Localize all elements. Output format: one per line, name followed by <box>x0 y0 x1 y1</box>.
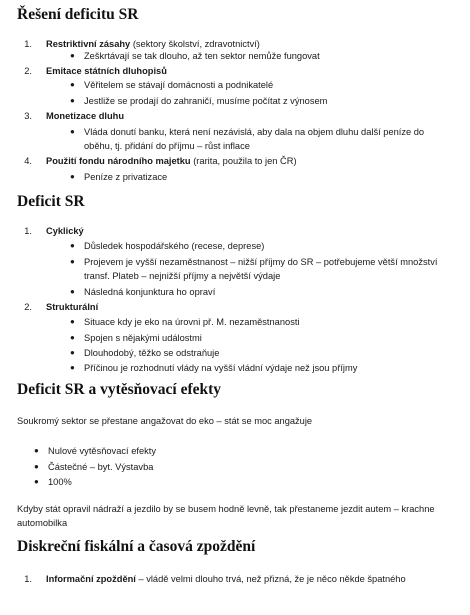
list-number: 1. <box>24 39 32 49</box>
list-number: 1. <box>24 226 32 236</box>
list-item: Restriktivní zásahy (sektory školství, zdravotnictví) <box>46 39 260 49</box>
list-item: Použití fondu národního majetku (rarita, použila to jen ČR) <box>46 156 297 166</box>
bullet-icon: ● <box>70 333 75 342</box>
sub-item: Následná konjunktura ho opraví <box>84 287 216 297</box>
bullet-icon: ● <box>70 127 75 136</box>
paragraph-intro: Soukromý sektor se přestane angažovat do eko – stát se moc angažuje <box>17 416 313 426</box>
bullet-item: Částečné – byt. Výstavba <box>48 462 154 472</box>
paragraph-example: Kdyby stát opravil nádraží a jezdilo by se busem hodně levně, tak přestaneme jezdit autem – krachne <box>17 504 435 514</box>
list-item: Emitace státních dluhopisů <box>46 66 167 76</box>
bullet-icon: ● <box>70 257 75 266</box>
bullet-icon: ● <box>34 477 39 486</box>
list-item: Monetizace dluhu <box>46 111 124 121</box>
sub-item: Důsledek hospodářského (recese, deprese) <box>84 241 265 251</box>
list-number: 3. <box>24 111 32 121</box>
list-number: 4. <box>24 156 32 166</box>
sub-item: Jestliže se prodají do zahraničí, musíme počítat z výnosem <box>84 96 328 106</box>
bullet-icon: ● <box>34 462 39 471</box>
bullet-item: 100% <box>48 477 72 487</box>
sub-item-continuation: oběhu, tj. přidání do příjmu – růst inflace <box>84 141 250 151</box>
paragraph-example-continuation: automobilka <box>17 518 68 528</box>
sub-item: Věřitelem se stávají domácnosti a podnikatelé <box>84 80 274 90</box>
bullet-item: Nulové vytěsňovací efekty <box>48 446 156 456</box>
sub-item: Příčinou je rozhodnutí vlády na vyšší vládní výdaje než jsou příjmy <box>84 363 358 373</box>
list-item: Informační zpoždění – vládě velmi dlouho trvá, než přizná, že je něco někde špatného <box>46 574 406 584</box>
sub-item: Spojen s nějakými událostmi <box>84 333 202 343</box>
bullet-icon: ● <box>70 241 75 250</box>
sub-item: Zeškrtávají se tak dlouho, až ten sektor nemůže fungovat <box>84 51 320 61</box>
heading-vytesnovaci-efekty: Deficit SR a vytěsňovací efekty <box>17 381 222 398</box>
sub-item: Dlouhodobý, těžko se odstraňuje <box>84 348 220 358</box>
list-item: Cyklický <box>46 226 84 236</box>
sub-item: Vláda donutí banku, která není nezávislá, aby dala na objem dluhu další peníze do <box>84 127 425 137</box>
bullet-icon: ● <box>70 317 75 326</box>
bullet-icon: ● <box>70 96 75 105</box>
bullet-icon: ● <box>70 363 75 372</box>
bullet-icon: ● <box>70 287 75 296</box>
bullet-icon: ● <box>34 446 39 455</box>
bullet-icon: ● <box>70 51 75 60</box>
bullet-icon: ● <box>70 348 75 357</box>
bullet-icon: ● <box>70 172 75 181</box>
list-item: Strukturální <box>46 302 99 312</box>
bullet-icon: ● <box>70 80 75 89</box>
list-number: 2. <box>24 302 32 312</box>
sub-item: Projevem je vyšší nezaměstnanost – nižší příjmy do SR – potřebujeme větší množství <box>84 257 438 267</box>
heading-deficit-sr: Deficit SR <box>17 193 85 210</box>
list-number: 1. <box>24 574 32 584</box>
heading-diskrecni-fiskalni: Diskreční fiskální a časová zpoždění <box>17 538 256 555</box>
sub-item-continuation: transf. Plateb – nejnižší příjmy a největší výdaje <box>84 271 281 281</box>
heading-reseni-deficitu: Řešení deficitu SR <box>17 6 139 23</box>
list-number: 2. <box>24 66 32 76</box>
sub-item: Peníze z privatizace <box>84 172 168 182</box>
sub-item: Situace kdy je eko na úrovni př. M. nezaměstnanosti <box>84 317 300 327</box>
